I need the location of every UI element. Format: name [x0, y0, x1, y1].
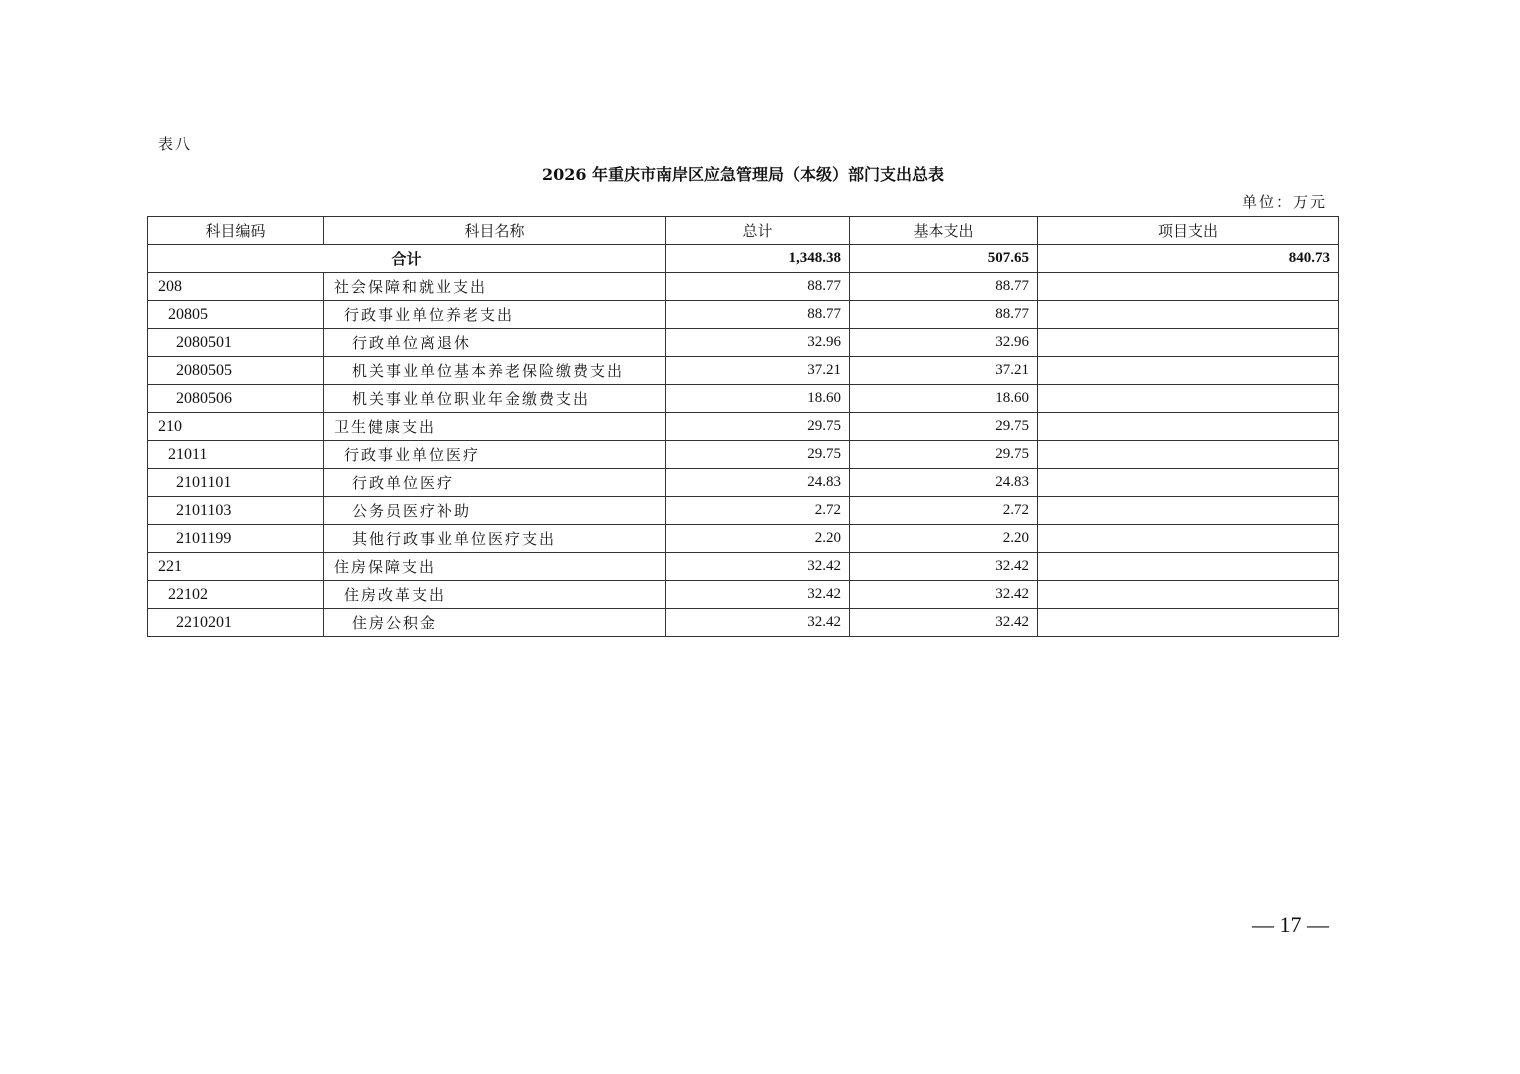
basic-expenditure-cell: 88.77 — [850, 273, 1038, 301]
basic-expenditure-cell: 32.96 — [850, 329, 1038, 357]
table-row — [148, 525, 1339, 553]
table-row — [148, 357, 1339, 385]
subject-name-cell: 住房保障支出 — [324, 553, 666, 581]
subject-name-cell: 行政事业单位养老支出 — [324, 301, 666, 329]
total-cell: 2.20 — [666, 525, 850, 553]
subject-code-cell: 2210201 — [148, 609, 324, 637]
table-body — [148, 245, 1339, 637]
column-header-basic: 基本支出 — [850, 217, 1038, 245]
subject-name-cell: 社会保障和就业支出 — [324, 273, 666, 301]
project-expenditure-cell — [1038, 525, 1339, 553]
total-row — [148, 245, 1339, 273]
table-header-row — [148, 217, 1339, 245]
subject-name-cell: 行政事业单位医疗 — [324, 441, 666, 469]
project-expenditure-cell — [1038, 441, 1339, 469]
subject-code-cell: 22102 — [148, 581, 324, 609]
subject-name-cell: 其他行政事业单位医疗支出 — [324, 525, 666, 553]
table-label: 表八 — [158, 135, 193, 153]
expenditure-table — [147, 216, 1339, 637]
table-row — [148, 273, 1339, 301]
subject-code-cell: 210 — [148, 413, 324, 441]
page-title: 2026 年重庆市南岸区应急管理局（本级）部门支出总表 — [541, 165, 945, 184]
column-header-code: 科目编码 — [148, 217, 324, 245]
subject-name-cell: 住房改革支出 — [324, 581, 666, 609]
total-cell: 88.77 — [666, 273, 850, 301]
project-expenditure-cell — [1038, 609, 1339, 637]
table-row — [148, 413, 1339, 441]
project-expenditure-cell — [1038, 413, 1339, 441]
basic-expenditure-cell: 32.42 — [850, 581, 1038, 609]
project-expenditure-cell — [1038, 497, 1339, 525]
total-cell: 29.75 — [666, 441, 850, 469]
total-basic-value: 507.65 — [850, 245, 1038, 273]
column-header-total: 总计 — [666, 217, 850, 245]
page-number: — 17 — — [1252, 912, 1329, 937]
subject-code-cell: 221 — [148, 553, 324, 581]
basic-expenditure-cell: 18.60 — [850, 385, 1038, 413]
project-expenditure-cell — [1038, 385, 1339, 413]
table-row — [148, 609, 1339, 637]
basic-expenditure-cell: 32.42 — [850, 609, 1038, 637]
total-cell: 2.72 — [666, 497, 850, 525]
subject-code-cell: 21011 — [148, 441, 324, 469]
subject-code-cell: 2101199 — [148, 525, 324, 553]
basic-expenditure-cell: 29.75 — [850, 413, 1038, 441]
table-row — [148, 497, 1339, 525]
total-label: 合计 — [148, 245, 666, 273]
subject-code-cell: 2080505 — [148, 357, 324, 385]
table-row — [148, 553, 1339, 581]
subject-name-cell: 住房公积金 — [324, 609, 666, 637]
basic-expenditure-cell: 37.21 — [850, 357, 1038, 385]
subject-name-cell: 行政单位医疗 — [324, 469, 666, 497]
total-cell: 32.42 — [666, 609, 850, 637]
column-header-project: 项目支出 — [1038, 217, 1339, 245]
total-cell: 32.42 — [666, 553, 850, 581]
project-expenditure-cell — [1038, 469, 1339, 497]
subject-name-cell: 公务员医疗补助 — [324, 497, 666, 525]
project-expenditure-cell — [1038, 329, 1339, 357]
subject-name-cell: 行政单位离退休 — [324, 329, 666, 357]
total-project-value: 840.73 — [1038, 245, 1339, 273]
basic-expenditure-cell: 32.42 — [850, 553, 1038, 581]
subject-code-cell: 208 — [148, 273, 324, 301]
subject-name-cell: 卫生健康支出 — [324, 413, 666, 441]
basic-expenditure-cell: 29.75 — [850, 441, 1038, 469]
basic-expenditure-cell: 88.77 — [850, 301, 1038, 329]
total-cell: 24.83 — [666, 469, 850, 497]
subject-code-cell: 2080501 — [148, 329, 324, 357]
total-cell: 88.77 — [666, 301, 850, 329]
project-expenditure-cell — [1038, 581, 1339, 609]
table-row — [148, 301, 1339, 329]
table-row — [148, 581, 1339, 609]
subject-code-cell: 20805 — [148, 301, 324, 329]
table-row — [148, 329, 1339, 357]
table-row — [148, 385, 1339, 413]
basic-expenditure-cell: 24.83 — [850, 469, 1038, 497]
subject-name-cell: 机关事业单位职业年金缴费支出 — [324, 385, 666, 413]
total-cell: 37.21 — [666, 357, 850, 385]
total-value: 1,348.38 — [666, 245, 850, 273]
project-expenditure-cell — [1038, 553, 1339, 581]
total-cell: 29.75 — [666, 413, 850, 441]
table-row — [148, 469, 1339, 497]
project-expenditure-cell — [1038, 301, 1339, 329]
project-expenditure-cell — [1038, 357, 1339, 385]
subject-code-cell: 2101103 — [148, 497, 324, 525]
basic-expenditure-cell: 2.72 — [850, 497, 1038, 525]
table-row — [148, 441, 1339, 469]
total-cell: 32.96 — [666, 329, 850, 357]
total-cell: 32.42 — [666, 581, 850, 609]
subject-name-cell: 机关事业单位基本养老保险缴费支出 — [324, 357, 666, 385]
column-header-name: 科目名称 — [324, 217, 666, 245]
total-cell: 18.60 — [666, 385, 850, 413]
subject-code-cell: 2101101 — [148, 469, 324, 497]
project-expenditure-cell — [1038, 273, 1339, 301]
subject-code-cell: 2080506 — [148, 385, 324, 413]
basic-expenditure-cell: 2.20 — [850, 525, 1038, 553]
unit-label: 单位：万元 — [1241, 193, 1327, 211]
